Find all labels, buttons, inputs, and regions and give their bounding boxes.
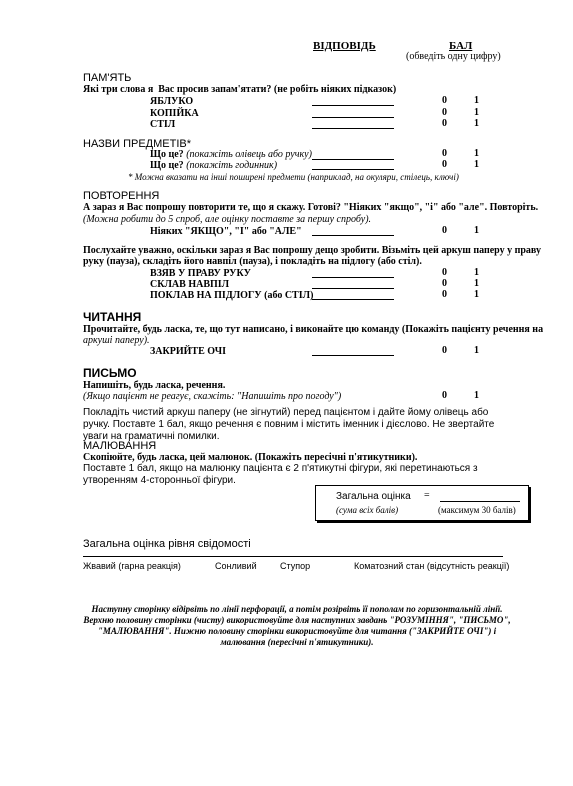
consciousness-level-1[interactable]: Жвавий (гарна реакція) <box>83 561 181 571</box>
total-score-equals: = <box>424 490 430 501</box>
answer-line[interactable] <box>312 288 394 289</box>
writing-title: ПИСЬМО <box>83 366 137 380</box>
score-0[interactable]: 0 <box>442 95 447 106</box>
score-0[interactable]: 0 <box>442 289 447 300</box>
answer-line[interactable] <box>312 299 394 300</box>
total-score-line[interactable] <box>440 501 520 502</box>
score-0[interactable]: 0 <box>442 225 447 236</box>
naming-item-1: Що це? (покажіть олівець або ручку) <box>150 149 312 160</box>
total-score-sub: (сума всіх балів) <box>336 505 399 515</box>
score-0[interactable]: 0 <box>442 390 447 401</box>
reading-title: ЧИТАННЯ <box>83 310 142 324</box>
score-0[interactable]: 0 <box>442 345 447 356</box>
repetition-title: ПОВТОРЕННЯ <box>83 190 160 202</box>
drawing-title: МАЛЮВАННЯ <box>83 440 157 452</box>
answer-line[interactable] <box>312 235 394 236</box>
memory-title: ПАМ'ЯТЬ <box>83 72 132 84</box>
answer-header: ВІДПОВІДЬ <box>313 40 376 52</box>
repetition-phrase: Ніяких "ЯКЩО", "І" або "АЛЕ" <box>150 226 302 237</box>
score-1[interactable]: 1 <box>474 267 479 278</box>
naming-title: НАЗВИ ПРЕДМЕТІВ* <box>83 138 192 150</box>
score-1[interactable]: 1 <box>474 278 479 289</box>
total-score-box <box>315 485 529 521</box>
writing-instruction: Напишіть, будь ласка, речення. <box>83 380 226 391</box>
score-0[interactable]: 0 <box>442 267 447 278</box>
total-score-max: (максимум 30 балів) <box>438 505 516 515</box>
repetition-instruction: А зараз я Вас попрошу повторити те, що я скажу. Готові? "Ніяких "якщо", "і" або "але". Повторіть. <box>83 202 539 213</box>
answer-line[interactable] <box>312 159 394 160</box>
command-item-2: СКЛАВ НАВПІЛ <box>150 279 230 290</box>
score-0[interactable]: 0 <box>442 118 447 129</box>
repetition-note: (Можна робити до 5 спроб, але оцінку поставте за першу спробу). <box>83 214 372 225</box>
writing-hint: (Якщо пацієнт не реагує, скажіть: "Напишіть про погоду") <box>83 391 342 402</box>
score-0[interactable]: 0 <box>442 107 447 118</box>
score-1[interactable]: 1 <box>474 107 479 118</box>
score-0[interactable]: 0 <box>442 148 447 159</box>
command-instruction-1: Послухайте уважно, оскільки зараз я Вас попрошу дещо зробити. Візьміть цей аркуш паперу у праву <box>83 245 541 256</box>
answer-line[interactable] <box>312 277 394 278</box>
answer-line[interactable] <box>312 128 394 129</box>
consciousness-title: Загальна оцінка рівня свідомості <box>83 538 251 550</box>
command-item-1: ВЗЯВ У ПРАВУ РУКУ <box>150 268 251 279</box>
reading-instruction-1: Прочитайте, будь ласка, те, що тут написано, і виконайте цю команду (Покажіть пацієнту речення на <box>83 324 544 335</box>
command-instruction-2: руку (пауза), складіть його навпіл (пауза), і покладіть на підлогу (або стіл). <box>83 256 422 267</box>
answer-line[interactable] <box>312 105 394 106</box>
consciousness-scale-line[interactable] <box>83 556 503 557</box>
memory-question: Які три слова я Вас просив запам'ятати? (не робіть ніяких підказок) <box>83 84 397 95</box>
answer-line[interactable] <box>312 169 394 170</box>
score-1[interactable]: 1 <box>474 159 479 170</box>
score-1[interactable]: 1 <box>474 390 479 401</box>
total-score-label: Загальна оцінка <box>336 491 411 502</box>
drawing-note: Поставте 1 бал, якщо на малюнку пацієнта є 2 п'ятикутні фігури, які перетинаються з утворенням 4-сторонньої фігури. <box>83 463 478 486</box>
command-item-3: ПОКЛАВ НА ПІДЛОГУ (або СТІЛ) <box>150 290 314 301</box>
score-1[interactable]: 1 <box>474 289 479 300</box>
writing-note: Покладіть чистий аркуш паперу (не зігнутий) перед пацієнтом і дайте йому олівець або ручку. Поставте 1 бал, якщо речення є повним і містить іменник і дієслово. Не звертайте уваги на граматичні помилки. <box>83 407 495 442</box>
score-note: (обведіть одну цифру) <box>406 51 501 62</box>
consciousness-level-4[interactable]: Коматозний стан (відсутність реакції) <box>354 561 510 571</box>
score-1[interactable]: 1 <box>474 118 479 129</box>
memory-item-3: СТІЛ <box>150 119 176 130</box>
score-1[interactable]: 1 <box>474 345 479 356</box>
score-1[interactable]: 1 <box>474 95 479 106</box>
score-1[interactable]: 1 <box>474 225 479 236</box>
drawing-instruction: Скопіюйте, будь ласка, цей малюнок. (Покажіть пересічні п'ятикутники). <box>83 452 418 463</box>
consciousness-level-3[interactable]: Ступор <box>280 561 311 571</box>
score-1[interactable]: 1 <box>474 148 479 159</box>
memory-item-1: ЯБЛУКО <box>150 96 194 107</box>
answer-line[interactable] <box>312 355 394 356</box>
naming-footnote: * Можна вказати на інші поширені предмети (наприклад, на окуляри, стілець, ключі) <box>128 172 459 182</box>
reading-instruction-2: аркуші паперу). <box>83 335 150 346</box>
score-header: БАЛ <box>449 40 473 52</box>
footer-instructions: Наступну сторінку відірвіть по лінії перфорації, а потім розірвіть її пополам по горизонтальній лінії. Верхню половину сторінки (чисту) використовуйте для наступних завдань "РОЗУМІННЯ", "ПИСЬМО", "МАЛЮВАННЯ". Нижню половину сторінки використовуйте для читання ("ЗАКРИЙТЕ ОЧІ") і малювання (пересічні п'ятикутники). <box>83 604 511 647</box>
reading-item: ЗАКРИЙТЕ ОЧІ <box>150 346 227 357</box>
naming-item-2: Що це? (покажіть годинник) <box>150 160 278 171</box>
memory-item-2: КОПІЙКА <box>150 108 199 119</box>
answer-line[interactable] <box>312 117 394 118</box>
score-0[interactable]: 0 <box>442 159 447 170</box>
consciousness-level-2[interactable]: Сонливий <box>215 561 257 571</box>
score-0[interactable]: 0 <box>442 278 447 289</box>
